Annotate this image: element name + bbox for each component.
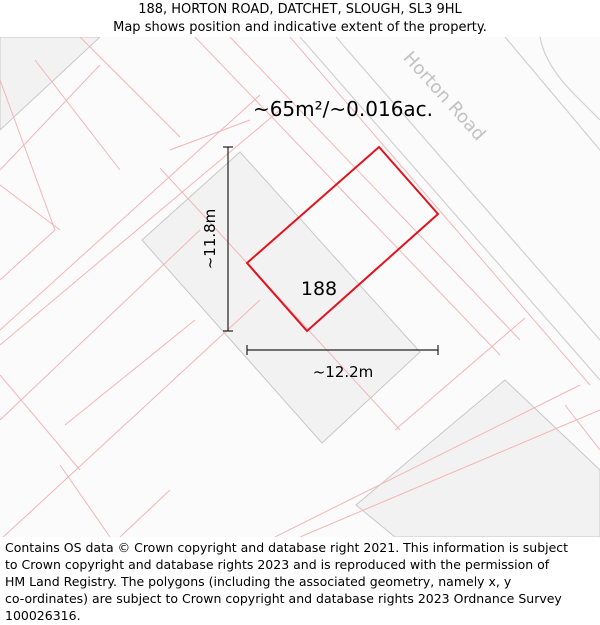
map-header xyxy=(0,0,600,37)
property-map[interactable] xyxy=(0,37,600,537)
height-label: ~11.8m xyxy=(201,208,219,270)
property-address: 188, HORTON ROAD, DATCHET, SLOUGH, SL3 9HL xyxy=(138,2,462,17)
map-subtitle: Map shows position and indicative extent of the property. xyxy=(113,20,487,35)
copyright-line: Contains OS data © Crown copyright and database right 2021. This information is subject xyxy=(5,540,569,555)
road-label: Horton Road xyxy=(398,47,490,146)
copyright-notice xyxy=(5,539,595,624)
copyright-line: 100026316. xyxy=(5,608,81,623)
width-label: ~12.2m xyxy=(312,363,374,381)
copyright-line: HM Land Registry. The polygons (including the associated geometry, namely x, y xyxy=(5,574,512,589)
copyright-line: to Crown copyright and database rights 2023 and is reproduced with the permission of xyxy=(5,557,550,572)
copyright-line: co-ordinates) are subject to Crown copyright and database rights 2023 Ordnance Survey xyxy=(5,591,562,606)
area-label: ~65m²/~0.016ac. xyxy=(252,97,434,121)
house-number: 188 xyxy=(300,278,338,300)
